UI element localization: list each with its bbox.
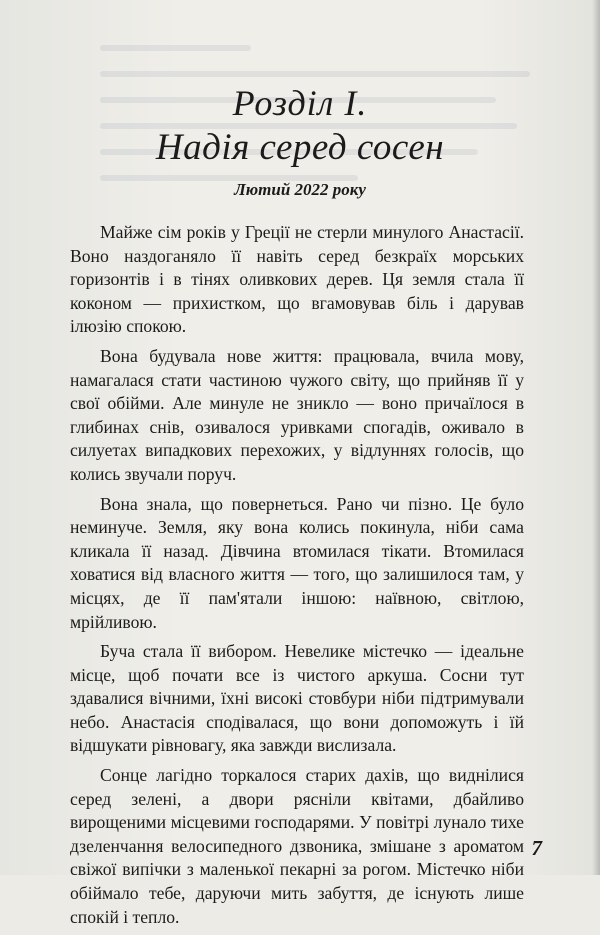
page-number: 7 xyxy=(531,836,542,860)
paragraph: Майже сім років у Греції не стерли минулого Анастасії. Воно наздоганяло її навіть серед безкраїх морських горизонтів і в тінях оливкових дерев. Ця земля стала її коконом — прихистком, що вгамовував біль і дарував ілюзію спокою. xyxy=(70,222,524,337)
paragraph: Вона будувала нове життя: працювала, вчила мову, намагалася стати частиною чужого світу, що прийняв її у свої обійми. Але минуле не зникло — воно причаїлося в глибинах снів, озивалося уривками спогадів, оживало в силуетах випадкових перехожих, у відлуннях голосів, що колись звучали поруч. xyxy=(70,345,524,484)
chapter-date: Лютий 2022 року xyxy=(234,180,366,199)
paragraph: Сонце лагідно торкалося старих дахів, що виднілися серед зелені, а двори рясніли квітами, дбайливо вирощеними місцевими господарями. У повітрі лунало тихе дзеленчання велосипедного дзвоника, змішане з ароматом свіжої випічки з маленької пекарні за рогом. Містечко ніби обіймало тебе, даруючи мить забуття, де існують лише спокій і тепло. xyxy=(70,765,524,927)
paragraph: Буча стала її вибором. Невелике містечко — ідеальне місце, щоб почати все із чистого аркуша. Сосни тут здавалися вічними, їхні високі стовбури ніби підтримували небо. Анастасія сподівалася, що вони допоможуть і їй відшукати рівновагу, яка завжди вислизала. xyxy=(70,641,524,756)
paragraph: Вона знала, що повернеться. Рано чи пізно. Це було неминуче. Земля, яку вона колись покинула, ніби сама кликала її назад. Дівчина втомилася тікати. Втомилася ховатися від власного життя — того, що залишилося там, у місцях, де її пам'ятали іншою: наївною, світлою, мрійливою. xyxy=(70,493,524,632)
chapter-number: Розділ I. xyxy=(232,83,368,123)
body-text xyxy=(70,221,524,935)
chapter-title: Надія серед сосен xyxy=(155,127,445,168)
page-edge-shadow xyxy=(592,0,600,875)
